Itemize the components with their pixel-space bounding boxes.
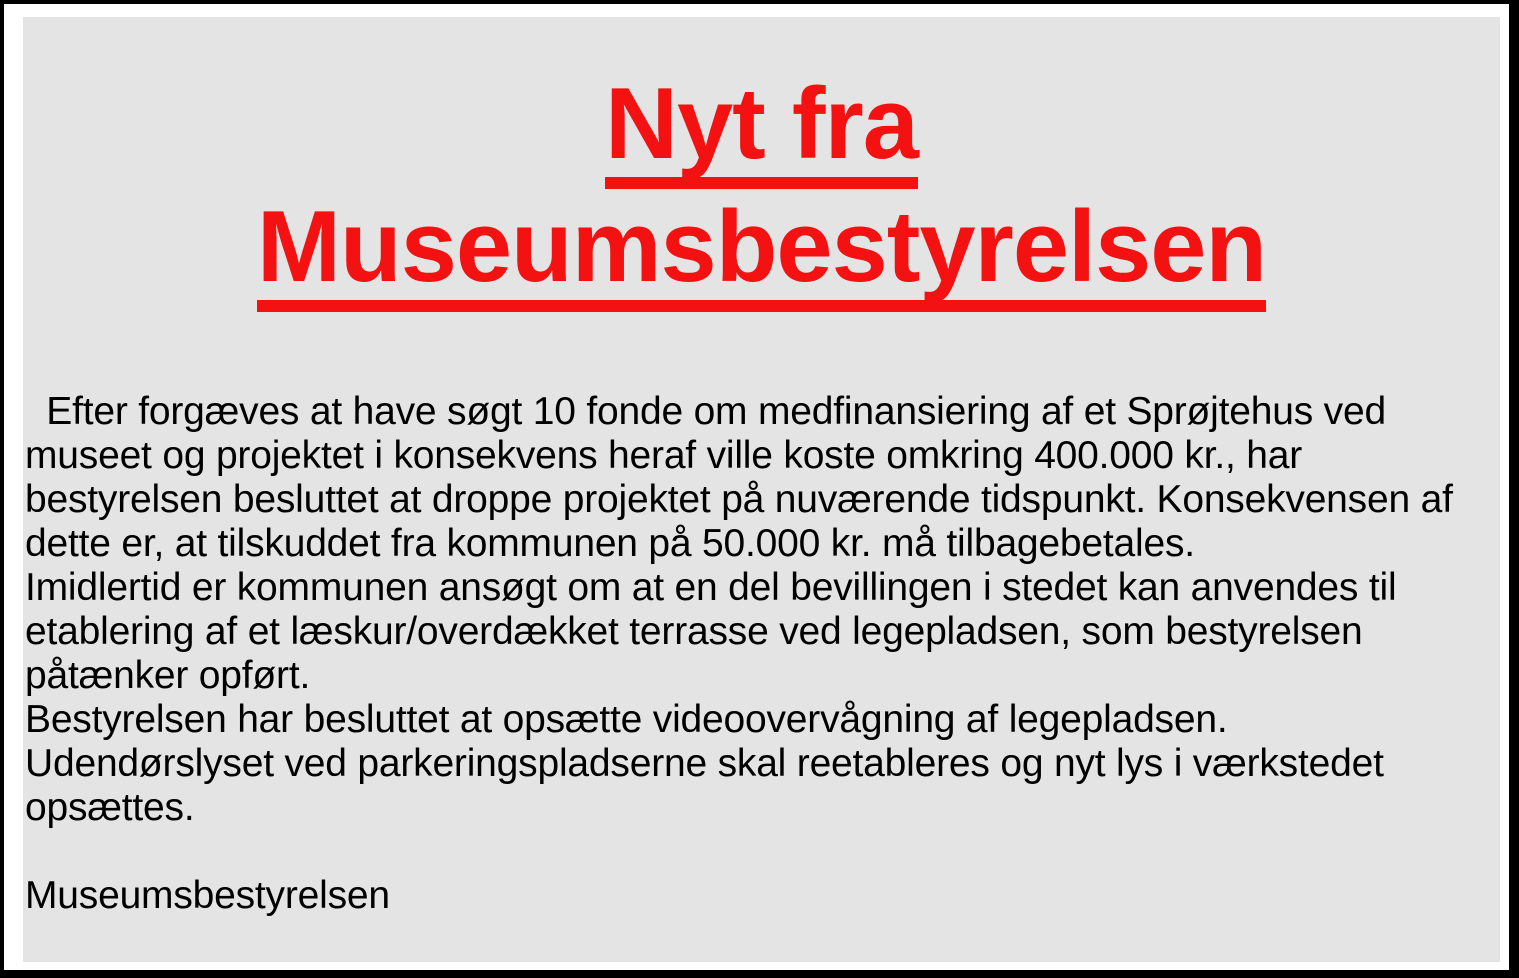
body-line-9: Udendørslyset ved parkeringspladserne skal reetableres og nyt lys i værkstedet: [25, 742, 1384, 785]
body-line-4: dette er, at tilskuddet fra kommunen på 50.000 kr. må tilbagebetales.: [25, 522, 1195, 565]
body-line-10: opsættes.: [25, 786, 195, 829]
body-line-blank: [25, 830, 1500, 874]
body-line-2: museet og projektet i konsekvens heraf ville koste omkring 400.000 kr., har: [25, 434, 1303, 477]
body-line-7: påtænker opført.: [25, 654, 311, 697]
body-line-1: Efter forgæves at have søgt 10 fonde om medfinansiering af et Sprøjtehus ved: [25, 390, 1386, 433]
body-line-8: Bestyrelsen har besluttet at opsætte videoovervågning af legepladsen.: [25, 698, 1228, 741]
signature: Museumsbestyrelsen: [25, 874, 390, 917]
body-line-5: Imidlertid er kommunen ansøgt om at en del bevillingen i stedet kan anvendes til: [25, 566, 1397, 609]
body-line-6: etablering af et læskur/overdækket terrasse ved legepladsen, som bestyrelsen: [25, 610, 1363, 653]
title-line-2: Museumsbestyrelsen: [257, 197, 1266, 312]
title-row-1: [23, 68, 1500, 189]
body-line-3: bestyrelsen besluttet at droppe projektet på nuværende tidspunkt. Konsekvensen af: [25, 478, 1453, 521]
title-row-2: [23, 191, 1500, 312]
page-title: [23, 68, 1500, 312]
body-text: [23, 390, 1500, 918]
title-line-1: Nyt fra: [605, 74, 918, 189]
content-panel: [23, 17, 1500, 962]
